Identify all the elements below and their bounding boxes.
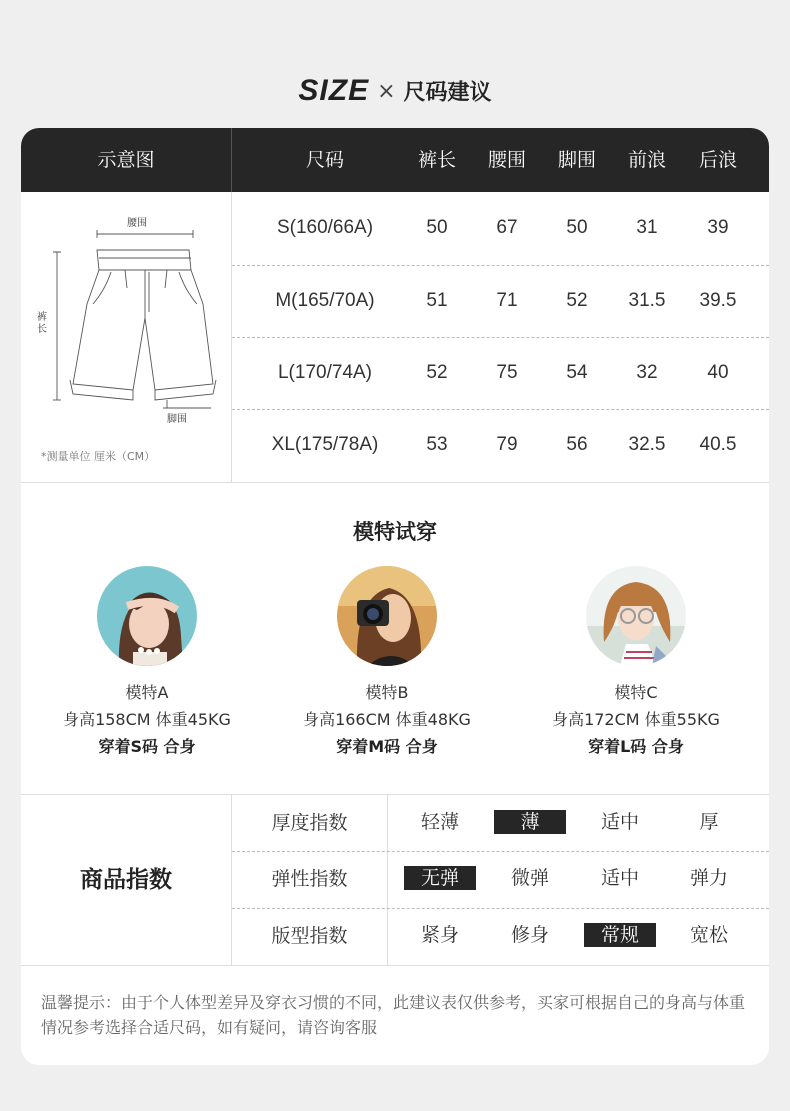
index-option: 修身	[510, 924, 549, 946]
back-rise-cell: 39	[707, 217, 729, 238]
model-stats: 身高166CM 体重48KG	[303, 710, 471, 729]
index-label: 厚度指数	[271, 812, 348, 834]
header-front-rise: 前浪	[627, 149, 666, 171]
tip-text: 温馨提示：由于个人体型差异及穿衣习惯的不同，此建议表仅供参考，买家可根据自己的身高与体重情况参考选择合适尺码，如有疑问，请咨询客服	[41, 993, 746, 1037]
diagram-waist-label: 腰围	[127, 218, 147, 229]
model-name: 模特A	[125, 683, 169, 702]
front-rise-cell: 32.5	[628, 434, 666, 455]
index-label: 版型指数	[271, 925, 348, 947]
size-row	[232, 337, 769, 409]
front-rise-cell: 32	[636, 362, 658, 383]
waist-cell: 67	[496, 217, 518, 238]
size-cell: L(170/74A)	[277, 362, 372, 383]
model-a-avatar	[97, 566, 197, 666]
model-stats: 身高172CM 体重55KG	[552, 710, 720, 729]
size-cell: XL(175/78A)	[271, 434, 379, 455]
header-diagram: 示意图	[97, 149, 155, 171]
model-b-avatar	[337, 566, 437, 666]
index-option: 宽松	[689, 924, 728, 946]
front-rise-cell: 31	[636, 217, 658, 238]
model-fit: 穿着M码 合身	[336, 737, 438, 756]
model-c-avatar	[586, 566, 686, 666]
size-row	[232, 409, 769, 481]
size-cell: M(165/70A)	[275, 290, 375, 311]
index-option-selected: 薄	[494, 810, 566, 834]
shorts-diagram	[21, 192, 231, 482]
index-row-fit	[232, 908, 769, 964]
size-cell: S(160/66A)	[276, 217, 374, 238]
front-rise-cell: 31.5	[628, 290, 666, 311]
index-option: 紧身	[420, 924, 459, 946]
back-rise-cell: 40	[707, 362, 729, 383]
model-fit: 穿着L码 合身	[588, 737, 684, 756]
header-size: 尺码	[305, 149, 344, 171]
length-cell: 50	[426, 217, 448, 238]
product-index-title: 商品指数	[80, 867, 172, 893]
index-label: 弹性指数	[271, 868, 348, 890]
hem-cell: 56	[566, 434, 588, 455]
back-rise-cell: 39.5	[699, 290, 737, 311]
index-option: 微弹	[510, 867, 549, 889]
index-option: 适中	[600, 867, 639, 889]
index-row-thickness	[232, 795, 769, 851]
model-card	[536, 566, 736, 757]
index-option: 轻薄	[420, 811, 459, 833]
unit-note: *测量单位 厘米（CM）	[41, 450, 156, 463]
shorts-icon	[21, 192, 231, 422]
model-name: 模特B	[365, 683, 409, 702]
model-stats: 身高158CM 体重45KG	[63, 710, 231, 729]
diagram-length-label: 裤长	[37, 312, 47, 335]
model-fit: 穿着S码 合身	[98, 737, 196, 756]
length-cell: 51	[426, 290, 448, 311]
index-option: 弹力	[689, 867, 728, 889]
size-word: SIZE	[298, 74, 370, 107]
length-cell: 53	[426, 434, 448, 455]
index-option: 厚	[699, 811, 719, 833]
header-hem: 脚围	[557, 149, 596, 171]
waist-cell: 75	[496, 362, 518, 383]
hem-cell: 52	[566, 290, 588, 311]
hem-cell: 54	[566, 362, 588, 383]
diagram-hem-label: 脚围	[167, 414, 187, 425]
index-option: 适中	[600, 811, 639, 833]
index-option-selected: 常规	[584, 923, 656, 947]
waist-cell: 79	[496, 434, 518, 455]
title-cross: ×	[377, 78, 396, 104]
header-back-rise: 后浪	[698, 149, 737, 171]
header-length: 裤长	[417, 149, 456, 171]
index-row-elasticity	[232, 851, 769, 907]
length-cell: 52	[426, 362, 448, 383]
models-title: 模特试穿	[353, 520, 437, 544]
model-name: 模特C	[614, 683, 658, 702]
model-card	[47, 566, 247, 757]
back-rise-cell: 40.5	[699, 434, 737, 455]
page-title	[0, 74, 790, 110]
size-card	[21, 128, 769, 1065]
index-option-selected: 无弹	[404, 866, 476, 890]
model-card	[287, 566, 487, 757]
hem-cell: 50	[566, 217, 588, 238]
size-table-header	[21, 128, 769, 192]
size-row	[232, 192, 769, 264]
header-waist: 腰围	[487, 149, 526, 171]
size-row	[232, 265, 769, 337]
title-text: 尺码建议	[403, 80, 492, 106]
waist-cell: 71	[496, 290, 518, 311]
